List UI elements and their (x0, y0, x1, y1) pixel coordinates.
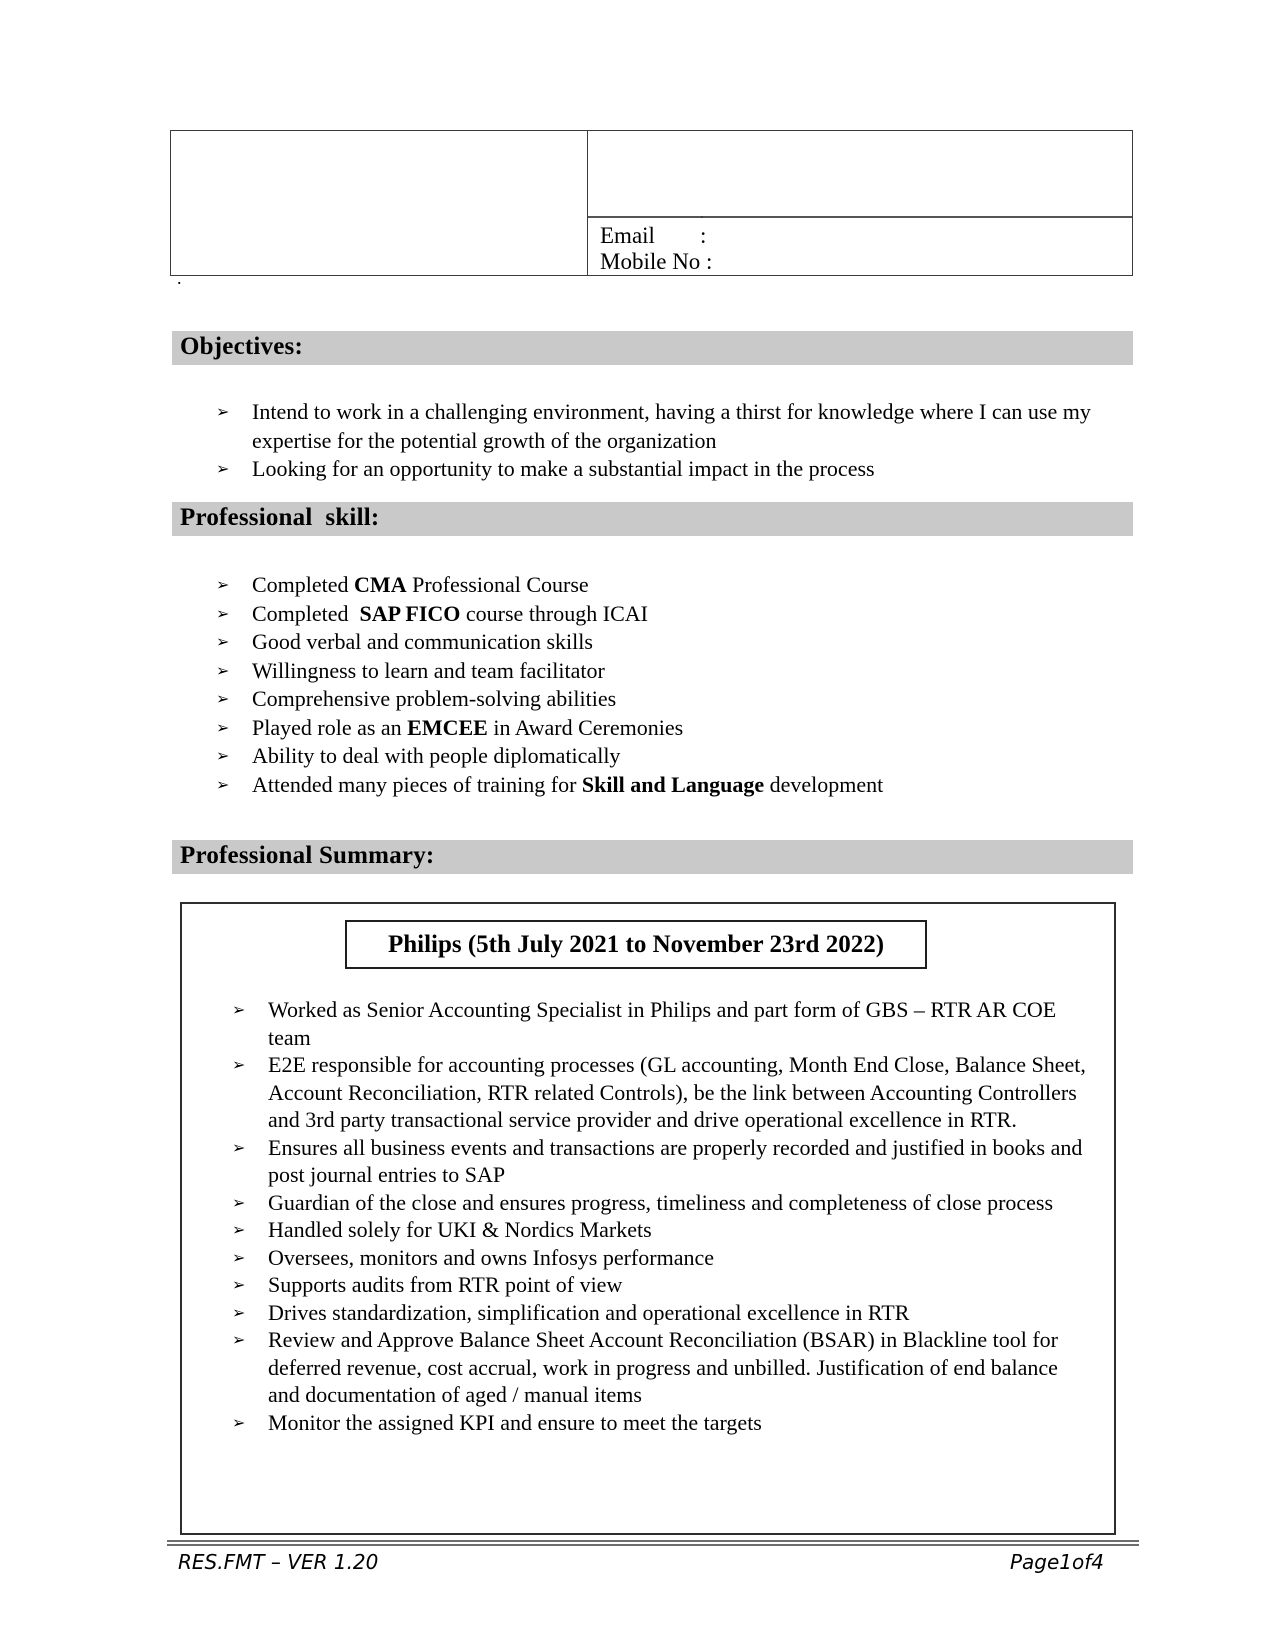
contact-table (170, 130, 1133, 276)
stray-dot: . (177, 268, 182, 288)
list-item (232, 1189, 1090, 1217)
bullet-text: Oversees, monitors and owns Infosys performance (268, 1244, 714, 1270)
list-item (216, 742, 1140, 771)
arrow-bullet-icon: ➢ (232, 1302, 246, 1322)
mobile-row: Mobile No : (600, 249, 713, 274)
bullet-text: Guardian of the close and ensures progress, timeliness and completeness of close process (268, 1189, 1054, 1215)
bullet-text: Supports audits from RTR point of view (268, 1272, 623, 1297)
list-item (216, 714, 1140, 743)
list-item (232, 1271, 1090, 1299)
bullet-text: Willingness to learn and team facilitator (252, 657, 605, 683)
section-bar-objectives (172, 331, 1133, 365)
list-item (216, 600, 1140, 629)
arrow-bullet-icon: ➢ (232, 1000, 246, 1019)
section-title-professional-summary: Professional Summary: (180, 842, 435, 869)
arrow-bullet-icon: ➢ (232, 1412, 246, 1432)
contact-photo-cell (171, 131, 588, 275)
arrow-bullet-icon: ➢ (216, 689, 230, 708)
list-item (232, 1326, 1090, 1409)
list-item (216, 685, 1140, 714)
bullet-text: Worked as Senior Accounting Specialist in Philips and part form of GBS – RTR AR COE team (268, 997, 1062, 1050)
arrow-bullet-icon: ➢ (216, 459, 230, 478)
list-item (232, 1299, 1090, 1327)
arrow-bullet-icon: ➢ (216, 660, 230, 680)
bullet-text: Completed SAP FICO course through ICAI (252, 600, 648, 626)
list-item (232, 1134, 1090, 1189)
arrow-bullet-icon: ➢ (216, 575, 230, 594)
list-item (232, 1409, 1090, 1437)
arrow-bullet-icon: ➢ (232, 1220, 246, 1239)
list-item (216, 771, 1140, 800)
footer-page-number: Page1of4 (1009, 1550, 1104, 1574)
skills-list (216, 571, 1140, 799)
bullet-text: Handled solely for UKI & Nordics Markets (268, 1217, 652, 1242)
bullet-text: Intend to work in a challenging environment, having a thirst for knowledge where I can use my expertise for the potential growth of the organization (252, 399, 1097, 453)
company-heading-box (345, 920, 927, 969)
list-item (216, 455, 1140, 484)
bullet-text: Comprehensive problem-solving abilities (252, 686, 617, 711)
footer-version: RES.FMT – VER 1.20 (178, 1550, 379, 1574)
bullet-text: Ensures all business events and transactions are properly recorded and justified in books and post journal entries to SAP (268, 1134, 1088, 1187)
arrow-bullet-icon: ➢ (216, 717, 230, 737)
arrow-bullet-icon: ➢ (216, 402, 230, 421)
arrow-bullet-icon: ➢ (232, 1330, 246, 1349)
list-item (232, 996, 1090, 1051)
bullet-text: Drives standardization, simplification and operational excellence in RTR (268, 1299, 910, 1325)
stray-dot: . (700, 206, 704, 222)
bullet-text: Looking for an opportunity to make a substantial impact in the process (252, 456, 875, 481)
arrow-bullet-icon: ➢ (232, 1055, 246, 1074)
list-item (232, 1216, 1090, 1244)
summary-box (180, 902, 1116, 1535)
contact-info-cell (588, 206, 1132, 275)
bullet-text: Ability to deal with people diplomatically (252, 743, 621, 768)
list-item (216, 398, 1140, 455)
bullet-text: Review and Approve Balance Sheet Account Reconciliation (BSAR) in Blackline tool for deferred revenue, cost accrual, work in progress and unbilled. Justification of end balance and documentation of aged / manual items (268, 1327, 1064, 1407)
arrow-bullet-icon: ➢ (232, 1192, 246, 1212)
arrow-bullet-icon: ➢ (216, 603, 230, 623)
bullet-text: Played role as an EMCEE in Award Ceremonies (252, 714, 684, 740)
section-bar-professional-summary (172, 840, 1133, 874)
list-item (232, 1244, 1090, 1272)
summary-list (232, 996, 1090, 1436)
section-title-objectives: Objectives: (180, 333, 303, 360)
footer-divider (167, 1540, 1139, 1546)
contact-name-cell (588, 131, 1132, 218)
list-item (232, 1051, 1090, 1134)
company-heading: Philips (5th July 2021 to November 23rd 2022) (387, 930, 885, 958)
arrow-bullet-icon: ➢ (216, 774, 230, 794)
objectives-list (216, 398, 1140, 484)
list-item (216, 628, 1140, 657)
arrow-bullet-icon: ➢ (216, 632, 230, 651)
section-title-professional-skill: Professional skill: (180, 504, 380, 531)
arrow-bullet-icon: ➢ (232, 1137, 246, 1157)
email-label: Email (600, 223, 655, 248)
bullet-text: Monitor the assigned KPI and ensure to meet the targets (268, 1409, 762, 1435)
section-bar-professional-skill (172, 502, 1133, 536)
arrow-bullet-icon: ➢ (232, 1275, 246, 1294)
list-item (216, 571, 1140, 600)
arrow-bullet-icon: ➢ (232, 1247, 246, 1267)
bullet-text: E2E responsible for accounting processes (GL accounting, Month End Close, Balance Sheet, Account Reconciliation, RTR related Controls), be the link between Accounting Controllers and 3rd party transactional service provider and drive operational excellence in RTR. (268, 1052, 1091, 1132)
footer (178, 1550, 1104, 1574)
arrow-bullet-icon: ➢ (216, 746, 230, 765)
bullet-text: Completed CMA Professional Course (252, 572, 589, 597)
email-colon: : (700, 223, 707, 248)
bullet-text: Attended many pieces of training for Skill and Language development (252, 771, 884, 797)
email-row (600, 223, 1132, 249)
bullet-text: Good verbal and communication skills (252, 629, 593, 654)
list-item (216, 657, 1140, 686)
